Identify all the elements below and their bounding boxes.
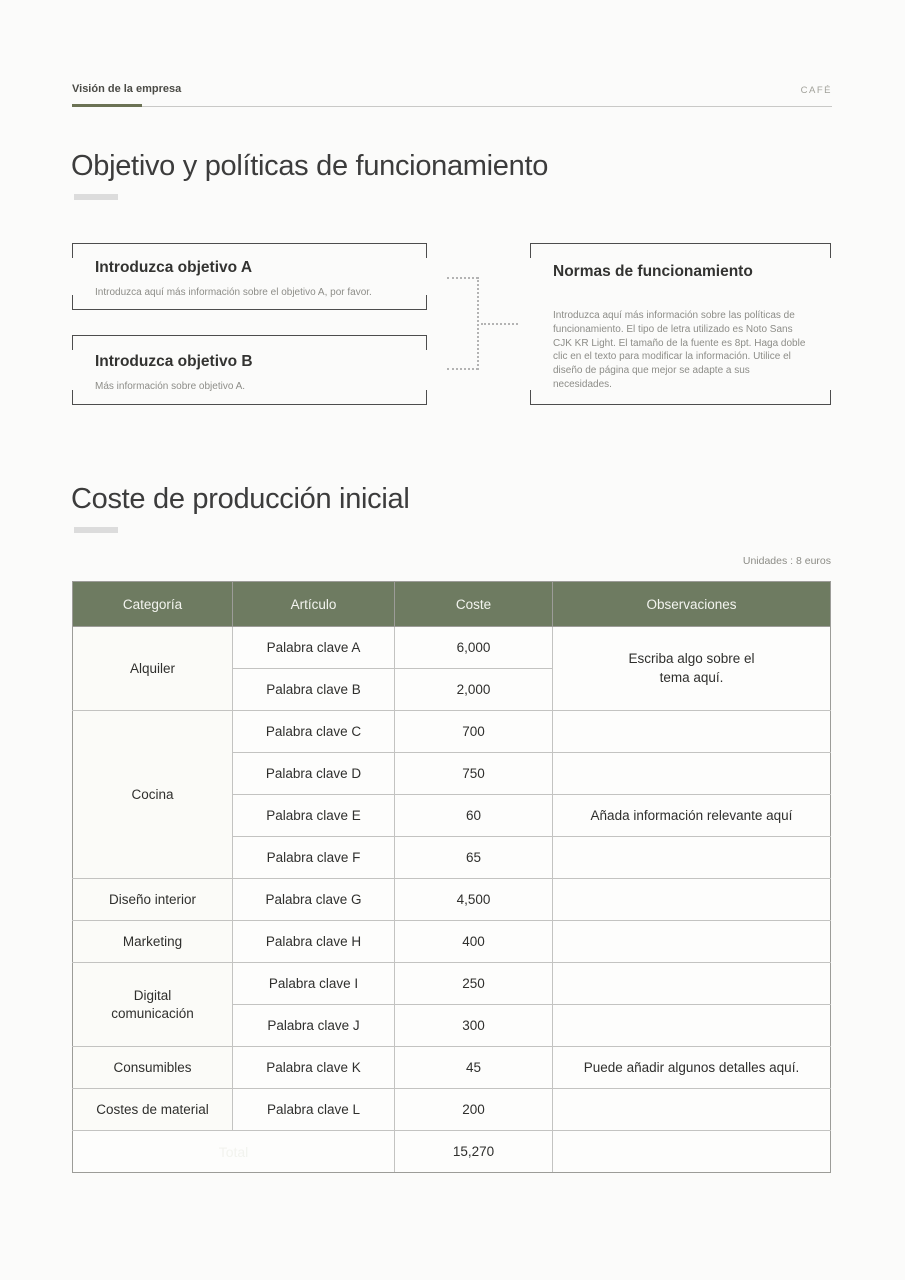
- column-header-coste: Coste: [395, 582, 553, 627]
- item-cell: Palabra clave G: [233, 879, 395, 921]
- total-label-cell: Total: [73, 1131, 395, 1173]
- category-text: Digital comunicación: [111, 987, 194, 1021]
- observation-cell: [553, 921, 831, 963]
- cost-cell: 60: [395, 795, 553, 837]
- item-cell: Palabra clave F: [233, 837, 395, 879]
- observation-cell: [553, 837, 831, 879]
- brand-label: CAFÉ: [800, 85, 832, 96]
- category-cell: [73, 963, 233, 1047]
- observation-cell: [553, 1005, 831, 1047]
- column-header-observaciones: Observaciones: [553, 582, 831, 627]
- header-divider: [72, 106, 832, 107]
- bracket-border-bottom: [530, 390, 831, 405]
- cost-cell: 6,000: [395, 627, 553, 669]
- category-cell: Costes de material: [73, 1089, 233, 1131]
- objective-a-box: [72, 243, 427, 310]
- objective-b-description: Más información sobre objetivo A.: [95, 381, 246, 392]
- item-cell: Palabra clave D: [233, 753, 395, 795]
- objective-a-description: Introduzca aquí más información sobre el objetivo A, por favor.: [95, 287, 372, 298]
- title-underline-bar: [74, 527, 118, 533]
- table-row: [73, 1089, 831, 1131]
- cost-cell: 2,000: [395, 669, 553, 711]
- column-header-categoria: Categoría: [73, 582, 233, 627]
- connector-dotted-bottom: [447, 368, 478, 370]
- cost-cell: 700: [395, 711, 553, 753]
- connector-dotted-top: [447, 277, 478, 279]
- cost-cell: 300: [395, 1005, 553, 1047]
- objective-b-title: Introduzca objetivo B: [95, 353, 253, 370]
- item-cell: Palabra clave K: [233, 1047, 395, 1089]
- item-cell: Palabra clave I: [233, 963, 395, 1005]
- column-header-articulo: Artículo: [233, 582, 395, 627]
- cost-cell: 200: [395, 1089, 553, 1131]
- cost-cell: 65: [395, 837, 553, 879]
- total-observation-cell: [553, 1131, 831, 1173]
- costs-section-title: Coste de producción inicial: [71, 483, 410, 515]
- table-row: [73, 627, 831, 669]
- observation-cell: [553, 1089, 831, 1131]
- item-cell: Palabra clave A: [233, 627, 395, 669]
- objective-b-box: [72, 335, 427, 405]
- item-cell: Palabra clave B: [233, 669, 395, 711]
- observation-cell: [553, 879, 831, 921]
- cost-cell: 250: [395, 963, 553, 1005]
- units-note: Unidades : 8 euros: [742, 555, 831, 567]
- observation-text: Escriba algo sobre el tema aquí.: [628, 651, 755, 685]
- connector-dotted-vertical: [477, 277, 479, 370]
- table-row: [73, 1047, 831, 1089]
- observation-cell: [553, 711, 831, 753]
- category-cell: Cocina: [73, 711, 233, 879]
- table-row: [73, 711, 831, 753]
- page-section-label: Visión de la empresa: [72, 83, 182, 95]
- title-underline-bar: [74, 194, 118, 200]
- cost-cell: 45: [395, 1047, 553, 1089]
- cost-cell: 4,500: [395, 879, 553, 921]
- item-cell: Palabra clave L: [233, 1089, 395, 1131]
- objectives-section-title: Objetivo y políticas de funcionamiento: [71, 150, 549, 182]
- bracket-border-bottom: [72, 390, 427, 405]
- observation-cell: [553, 963, 831, 1005]
- bracket-border-top: [530, 243, 831, 258]
- objective-a-title: Introduzca objetivo A: [95, 259, 253, 276]
- category-cell: Alquiler: [73, 627, 233, 711]
- header-divider-accent: [72, 104, 142, 107]
- table-header-row: [73, 582, 831, 627]
- table-row: [73, 879, 831, 921]
- table-row: [73, 963, 831, 1005]
- cost-cell: 750: [395, 753, 553, 795]
- bracket-border-top: [72, 335, 427, 350]
- connector-dotted-middle: [481, 323, 518, 325]
- category-cell: Diseño interior: [73, 879, 233, 921]
- operating-rules-box: [530, 243, 831, 405]
- category-cell: Consumibles: [73, 1047, 233, 1089]
- observation-cell: Añada información relevante aquí: [553, 795, 831, 837]
- total-value-cell: 15,270: [395, 1131, 553, 1173]
- item-cell: Palabra clave C: [233, 711, 395, 753]
- table-row: [73, 921, 831, 963]
- item-cell: Palabra clave H: [233, 921, 395, 963]
- cost-cell: 400: [395, 921, 553, 963]
- observation-cell: [553, 753, 831, 795]
- table-total-row: [73, 1131, 831, 1173]
- bracket-border-top: [72, 243, 427, 258]
- observation-cell: [553, 627, 831, 711]
- category-cell: Marketing: [73, 921, 233, 963]
- operating-rules-description: Introduzca aquí más información sobre las políticas de funcionamiento. El tipo de letra utilizado es Noto Sans CJK KR Light. El tamaño de la fuente es 8pt. Haga doble clic en el texto para modificar la información. Utilice el diseño de página que mejor se adapte a sus necesidades.: [553, 310, 806, 390]
- item-cell: Palabra clave E: [233, 795, 395, 837]
- item-cell: Palabra clave J: [233, 1005, 395, 1047]
- observation-cell: Puede añadir algunos detalles aquí.: [553, 1047, 831, 1089]
- operating-rules-title: Normas de funcionamiento: [553, 263, 753, 280]
- cost-table: [72, 581, 831, 1173]
